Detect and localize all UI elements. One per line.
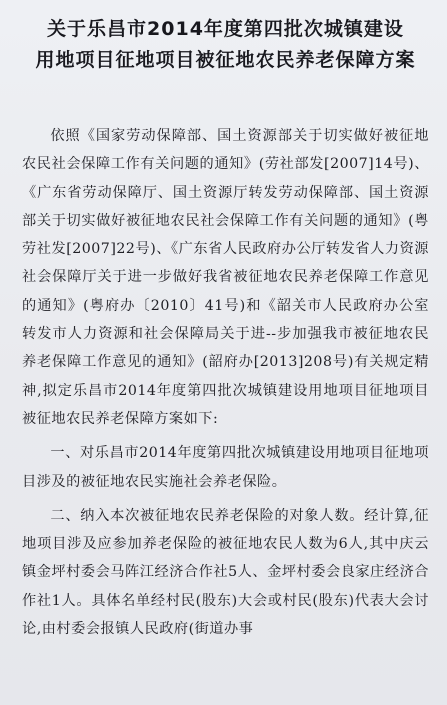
paragraph-legal-basis: 依照《国家劳动保障部、国土资源部关于切实做好被征地农民社会保障工作有关问题的通知》(劳社部发[2007]14号)、《广东省劳动保障厅、国土资源厅转发劳动保障部、国土资源部关于切实做好被征地农民社会保障工作有关问题的通知》(粤劳社发[2007]22号)、《广东省人民政府办公厅转发省人力资源社会保障厅关于进一步做好我省被征地农民养老保障工作意见的通知》(粤府办〔2010〕41号)和《韶关市人民政府办公室转发市人力资源和社会保障局关于进--步加强我市被征地农民养老保障工作意见的通知》(韶府办[2013]208号)有关规定精神,拟定乐昌市2014年度第四批次城镇建设用地项目征地项目被征地农民养老保障方案如下:	[22, 128, 429, 427]
paragraph-item-two: 二、纳入本次被征地农民养老保险的对象人数。经计算,征地项目涉及应参加养老保险的被征地农民人数为6人,其中庆云镇金坪村委会马阵江经济合作社5人、金坪村委会良家庄经济合作社1人。具体名单经村民(股东)大会或村民(股东)代表大会讨论,由村委会报镇人民政府(街道办事	[22, 507, 429, 638]
title-line-1: 关于乐昌市2014年度第四批次城镇建设	[47, 18, 404, 40]
title-line-2: 用地项目征地项目被征地农民养老保障方案	[35, 49, 416, 71]
document-title	[22, 14, 429, 76]
paragraph-item-one: 一、对乐昌市2014年度第四批次城镇建设用地项目征地项目涉及的被征地农民实施社会养老保险。	[22, 445, 429, 490]
